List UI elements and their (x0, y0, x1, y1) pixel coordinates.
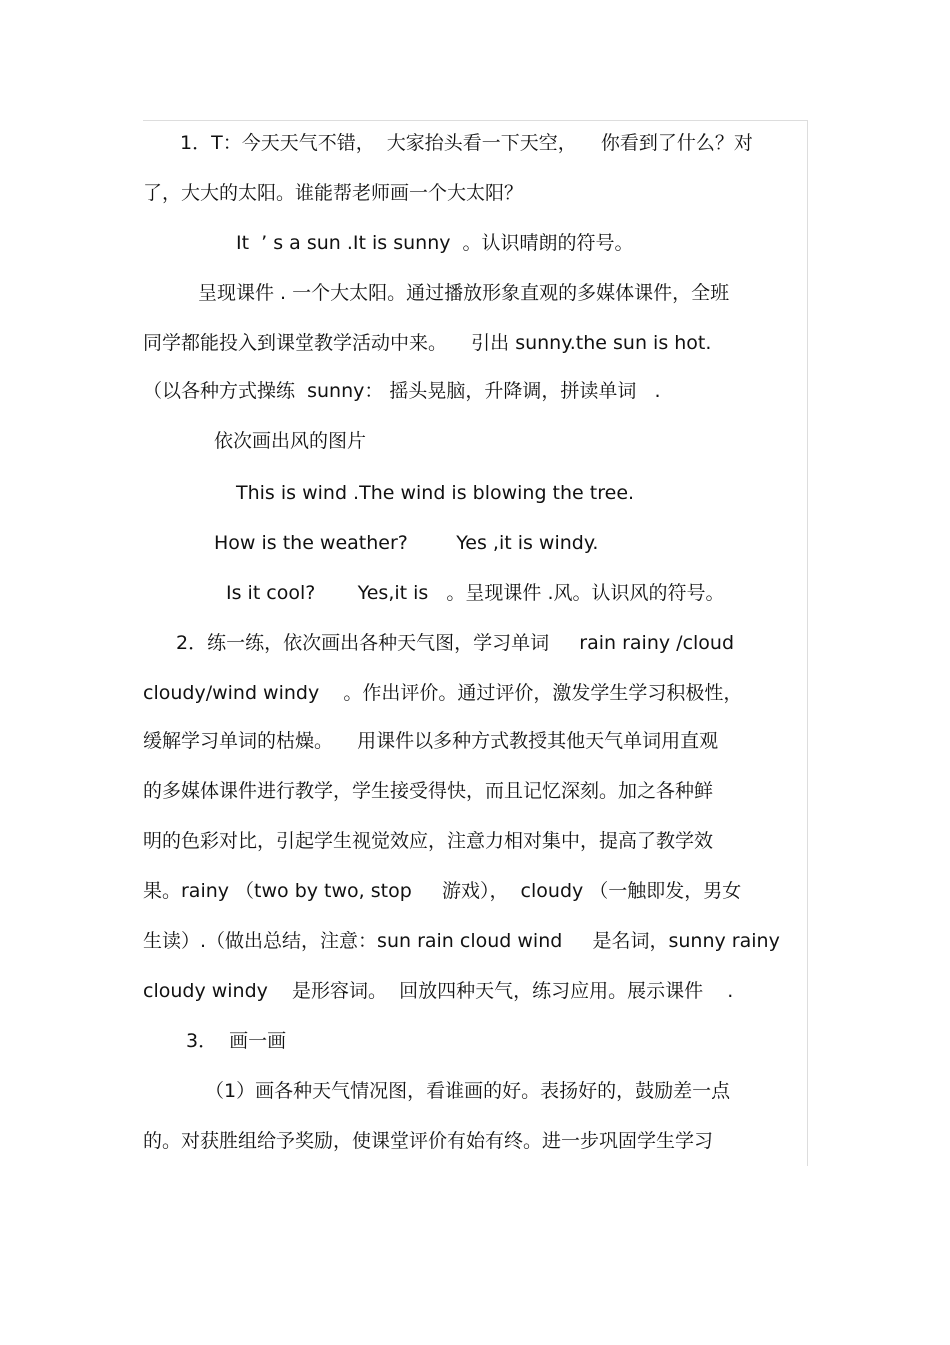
text-line: 明的色彩对比，引起学生视觉效应，注意力相对集中，提高了教学效 (143, 830, 714, 852)
text-line: How is the weather? Yes ,it is windy. (214, 532, 599, 554)
text-line: 缓解学习单词的枯燥。 用课件以多种方式教授其他天气单词用直观 (143, 730, 719, 752)
text-line: This is wind .The wind is blowing the tree. (236, 482, 635, 504)
text-line: 2．练一练，依次画出各种天气图，学习单词 rain rainy /cloud (176, 632, 735, 654)
text-line: 同学都能投入到课堂教学活动中来。 引出 sunny.the sun is hot. (143, 332, 712, 354)
text-line: 了，大大的太阳。谁能帮老师画一个大太阳？ (143, 182, 524, 204)
text-line: 的多媒体课件进行教学，学生接受得快，而且记忆深刻。加之各种鲜 (143, 780, 714, 802)
text-line: 3． 画一画 (186, 1030, 287, 1052)
text-line: 的。对获胜组给予奖励，使课堂评价有始有终。进一步巩固学生学习 (143, 1130, 714, 1152)
text-line: It ’ s a sun .It is sunny 。认识晴朗的符号。 (236, 232, 634, 254)
text-line: cloudy/wind windy 。作出评价。通过评价，激发学生学习积极性， (143, 682, 743, 704)
text-line: 1．T：今天天气不错， 大家抬头看一下天空， 你看到了什么？对 (180, 132, 753, 154)
text-line: （1）画各种天气情况图，看谁画的好。表扬好的，鼓励差一点 (205, 1080, 731, 1102)
text-line: Is it cool? Yes,it is 。呈现课件 .风。认识风的符号。 (226, 582, 725, 604)
text-line: 果。rainy （two by two, stop 游戏）， cloudy （一触即发，男女 (143, 880, 742, 902)
text-line: 依次画出风的图片 (214, 430, 367, 452)
text-line: cloudy windy 是形容词。 回放四种天气，练习应用。展示课件 . (143, 980, 734, 1002)
text-line: 生读）.（做出总结，注意：sun rain cloud wind 是名词，sunny rainy (143, 930, 780, 952)
text-line: （以各种方式操练 sunny： 摇头晃脑，升降调，拼读单词 . (143, 380, 661, 402)
text-line: 呈现课件 . 一个大太阳。通过播放形象直观的多媒体课件，全班 (198, 282, 730, 304)
